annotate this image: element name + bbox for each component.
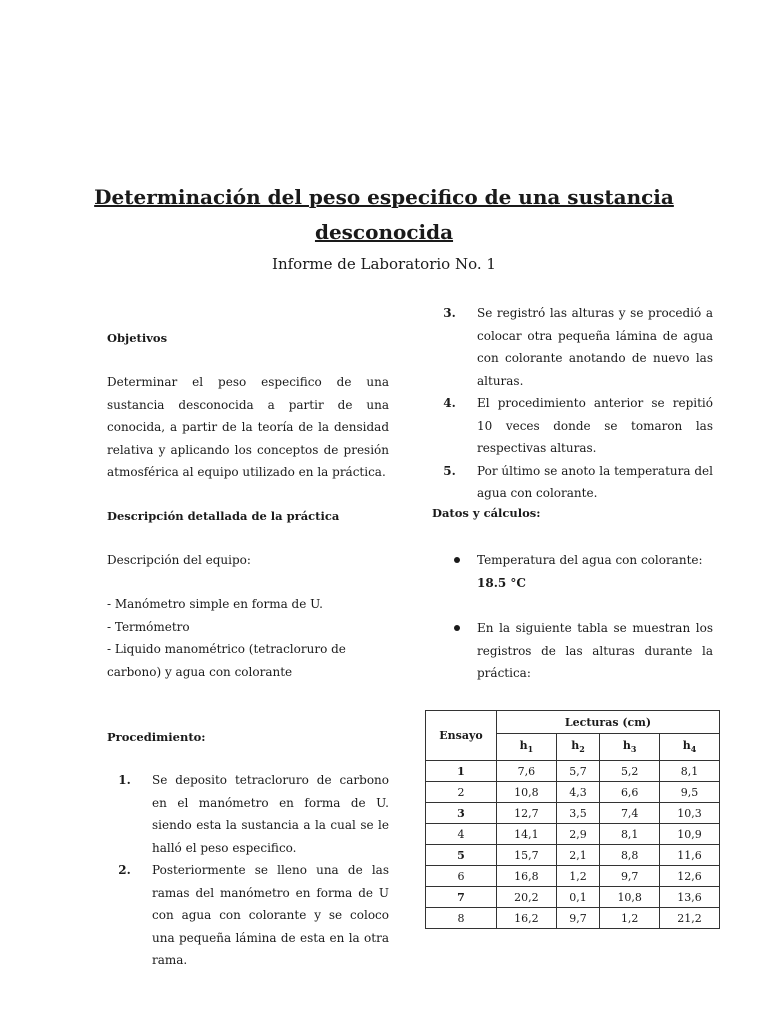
ensayo-cell: 2 [426, 782, 497, 803]
procedure-step [107, 859, 389, 972]
step-number: 5. [443, 463, 456, 478]
equipment-item: - Liquido manométrico (tetracloruro de carbono) y agua con colorante [107, 642, 346, 679]
reading-cell: 9,7 [600, 866, 660, 887]
bullet-icon [454, 557, 460, 563]
reading-cell: 13,6 [660, 887, 720, 908]
step-text: El procedimiento anterior se repitió 10 veces donde se tomaron las respectivas alturas. [477, 396, 713, 455]
reading-cell: 2,9 [556, 824, 599, 845]
procedure-step [432, 302, 713, 392]
reading-cell: 7,6 [497, 761, 557, 782]
reading-cell: 20,2 [497, 887, 557, 908]
reading-cell: 15,7 [497, 845, 557, 866]
reading-cell: 10,8 [497, 782, 557, 803]
document-subtitle: Informe de Laboratorio No. 1 [272, 255, 496, 273]
table-row [426, 824, 720, 845]
reading-cell: 16,2 [497, 908, 557, 929]
temperature-label: Temperatura del agua con colorante: [477, 553, 703, 567]
column-header-h2: $h_2$ [556, 734, 599, 761]
objetivos-text: Determinar el peso especifico de una sustancia desconocida a partir de una conocida, a partir de la teoría de la densidad relativa y aplicando los conceptos de presión atmosférica al equipo utilizado en la práctica. [107, 375, 389, 479]
step-number: 1. [118, 773, 131, 787]
equipment-item: - Termómetro [107, 619, 190, 634]
document-title-line-1: Determinación del peso especifico de una sustancia [94, 185, 674, 209]
reading-cell: 6,6 [600, 782, 660, 803]
table-row [426, 908, 720, 929]
table-row [426, 782, 720, 803]
column-header-h1: $h_1$ [497, 734, 557, 761]
step-text: Posteriormente se lleno una de las ramas del manómetro en forma de U con agua con colorante y se coloco una pequeña lámina de esta en la otra rama. [152, 863, 389, 967]
reading-cell: 14,1 [497, 824, 557, 845]
reading-cell: 5,7 [556, 761, 599, 782]
reading-cell: 1,2 [556, 866, 599, 887]
reading-cell: 3,5 [556, 803, 599, 824]
table-row [426, 866, 720, 887]
reading-cell: 8,1 [600, 824, 660, 845]
table-body [426, 761, 720, 929]
procedure-step [432, 460, 713, 505]
step-number: 2. [118, 863, 131, 877]
column-header-h3: $h_3$ [600, 734, 660, 761]
table-row [426, 761, 720, 782]
ensayo-cell: 1 [426, 761, 497, 782]
lecturas-header: Lecturas (cm) [497, 711, 720, 734]
column-header-h4: $h_4$ [660, 734, 720, 761]
reading-cell: 12,6 [660, 866, 720, 887]
reading-cell: 9,7 [556, 908, 599, 929]
reading-cell: 0,1 [556, 887, 599, 908]
procedure-steps-right [432, 302, 713, 505]
objetivos-heading: Objetivos [107, 331, 168, 345]
ensayo-cell: 5 [426, 845, 497, 866]
reading-cell: 12,7 [497, 803, 557, 824]
reading-cell: 8,1 [660, 761, 720, 782]
reading-cell: 4,3 [556, 782, 599, 803]
reading-cell: 8,8 [600, 845, 660, 866]
descripcion-heading: Descripción detallada de la práctica [107, 509, 340, 523]
reading-cell: 21,2 [660, 908, 720, 929]
procedure-steps-left [107, 769, 389, 972]
procedure-step [107, 769, 389, 859]
ensayo-cell: 7 [426, 887, 497, 908]
step-text: Por último se anoto la temperatura del agua con colorante. [477, 463, 713, 500]
bullet-item [432, 549, 713, 594]
ensayo-cell: 3 [426, 803, 497, 824]
reading-cell: 10,3 [660, 803, 720, 824]
reading-cell: 10,8 [600, 887, 660, 908]
reading-cell: 7,4 [600, 803, 660, 824]
ensayo-header: Ensayo [426, 711, 497, 761]
equipment-list [107, 593, 389, 683]
reading-cell: 5,2 [600, 761, 660, 782]
reading-cell: 9,5 [660, 782, 720, 803]
document-title-line-2: desconocida [314, 220, 454, 244]
step-text: Se deposito tetracloruro de carbono en el manómetro en forma de U. siendo esta la sustancia a la cual se le halló el peso especifico. [152, 773, 389, 855]
bullet-item [432, 617, 713, 685]
ensayo-cell: 8 [426, 908, 497, 929]
reading-cell: 10,9 [660, 824, 720, 845]
ensayo-cell: 6 [426, 866, 497, 887]
reading-cell: 11,6 [660, 845, 720, 866]
step-number: 3. [443, 306, 456, 320]
table-intro-text: En la siguiente tabla se muestran los registros de las alturas durante la práctica: [477, 621, 713, 680]
temperature-value: 18.5 °C [477, 575, 526, 590]
datos-heading: Datos y cálculos: [432, 506, 541, 520]
reading-cell: 16,8 [497, 866, 557, 887]
table-row [426, 845, 720, 866]
table-row [426, 887, 720, 908]
reading-cell: 1,2 [600, 908, 660, 929]
procedimiento-heading: Procedimiento: [107, 730, 206, 744]
datos-bullets [432, 549, 713, 594]
step-text: Se registró las alturas y se procedió a colocar otra pequeña lámina de agua con colorante anotando de nuevo las alturas. [477, 306, 713, 388]
equipment-item: - Manómetro simple en forma de U. [107, 597, 323, 611]
table-row [426, 803, 720, 824]
reading-cell: 2,1 [556, 845, 599, 866]
step-number: 4. [443, 396, 456, 410]
procedure-step [432, 392, 713, 460]
heights-table [425, 710, 720, 929]
datos-bullets-2 [432, 617, 713, 685]
bullet-icon [454, 625, 460, 631]
left-column [107, 0, 389, 1024]
ensayo-cell: 4 [426, 824, 497, 845]
equipo-label: Descripción del equipo: [107, 553, 251, 567]
